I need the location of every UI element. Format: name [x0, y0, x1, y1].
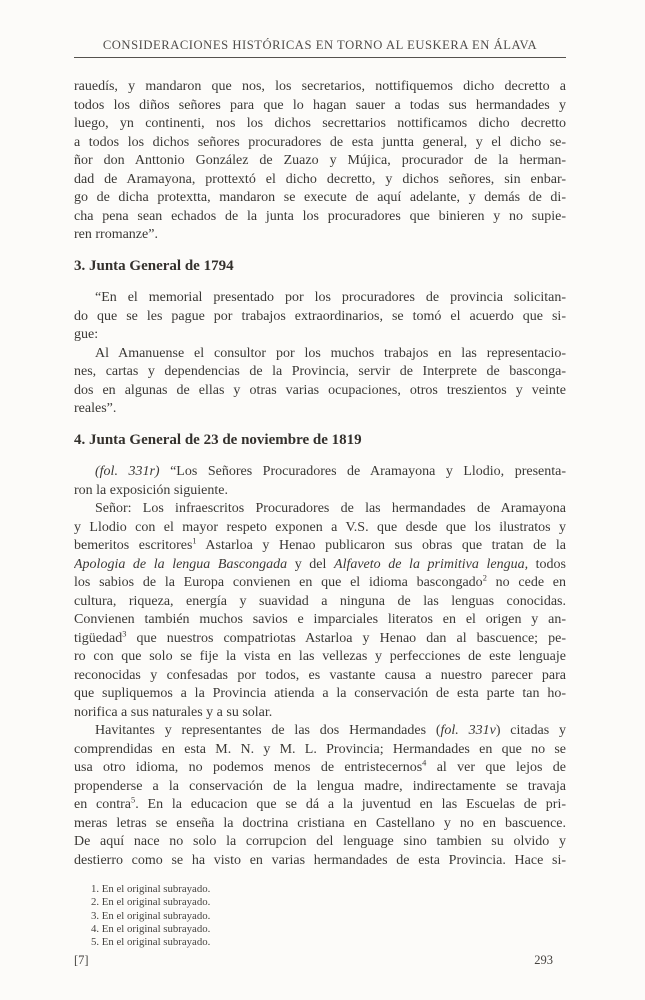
text-run: ñor don Anttonio González de Zuazo y Mújica, procurador de la herman- — [74, 153, 566, 168]
text-line — [74, 778, 566, 797]
text-line — [74, 667, 566, 686]
page-number: 293 — [534, 953, 553, 967]
text-run: y del — [287, 556, 335, 572]
paragraph — [74, 78, 566, 245]
text-line — [74, 519, 566, 538]
text-run: no cede en — [486, 575, 566, 590]
text-run: gue: — [74, 327, 99, 342]
text-line — [74, 289, 566, 308]
running-header: CONSIDERACIONES HISTÓRICAS EN TORNO AL EUSKERA EN ÁLAVA — [102, 38, 538, 52]
footnote-marker: 3 — [122, 629, 127, 638]
text-run: Apologia de la lengua Bascongada — [74, 556, 288, 572]
text-line — [74, 593, 566, 612]
text-run: Havitantes y representantes de las dos Hermandades ( — [95, 723, 441, 738]
text-run: Astarloa y Henao publicaron sus obras que tratan de la — [196, 538, 566, 553]
text-run: Convienen también muchos savios e imparciales literatos en el origen y an- — [74, 612, 566, 627]
text-line — [74, 345, 566, 364]
section-heading: 4. Junta General de 23 de noviembre de 1819 — [74, 431, 362, 448]
text-run: . En la educacion que se dá a la juventud en las Escuelas de pri- — [135, 797, 566, 812]
footnotes-block — [74, 883, 566, 949]
text-run: go de dicha protextta, mandaron se execute de aquí adelante, y demás de di- — [74, 190, 566, 205]
text-run: meras letras se enseña la doctrina cristiana en Castellano y no en bascuence. — [74, 815, 566, 831]
text-line — [74, 852, 566, 871]
text-line — [74, 833, 566, 852]
text-run: do que se les pague por trabajos extraordinarios, se tomó el acuerdo que si- — [74, 308, 566, 324]
text-run: nes, cartas y dependencias de la Provincia, servir de Interprete de basconga- — [74, 364, 566, 379]
text-line — [74, 482, 566, 501]
text-line — [74, 97, 566, 116]
text-line — [74, 685, 566, 704]
text-line — [74, 537, 566, 556]
footnote: 5. En el original subrayado. — [91, 936, 211, 949]
text-line — [74, 226, 566, 245]
text-line — [74, 152, 566, 171]
footnote-marker: 5 — [131, 796, 136, 805]
text-run: reconocidas y confesadas por todos, es vastante causa a nuestro parecer para — [74, 667, 566, 683]
text-run: Alfaveto de la primitiva lengua, — [334, 556, 529, 572]
footnote: 2. En el original subrayado. — [91, 896, 211, 909]
footnote: 4. En el original subrayado. — [91, 922, 211, 935]
text-run: a todos los dichos señores procuradores de esta juntta general, y el dicho se- — [74, 134, 566, 150]
text-line — [74, 326, 566, 345]
text-run: ) citadas y — [495, 723, 566, 738]
text-column — [74, 38, 566, 949]
text-line — [74, 648, 566, 667]
text-run: tigüedad — [74, 630, 123, 646]
text-run: todos — [528, 556, 566, 572]
text-run: rauedís, y mandaron que nos, los secretarios, nottifiquemos dicho decretto a — [74, 79, 566, 94]
text-run: al ver que lejos de — [426, 760, 566, 775]
section-heading: 3. Junta General de 1794 — [74, 257, 234, 274]
text-run: reales”. — [74, 401, 117, 416]
text-run: comprendidas en esta M. N. y M. L. Provincia; Hermandades en que no se — [74, 741, 566, 757]
text-line — [74, 382, 566, 401]
text-run: que supliquemos a la Provincia atienda a la conservación de esta parte tan ho- — [74, 686, 566, 701]
text-line — [74, 722, 566, 741]
text-run: “En el memorial presentado por los procuradores de provincia solicitan- — [95, 290, 566, 305]
text-run: Señor: Los infraescritos Procuradores de las hermandades de Aramayona — [95, 501, 566, 516]
text-run: en contra — [74, 797, 132, 812]
text-line — [74, 574, 566, 593]
text-run: De aquí nace no solo la corrupcion del lenguage sino tambien su olvido y — [74, 834, 566, 849]
text-run: bemeritos escritores — [74, 538, 193, 553]
text-line — [74, 363, 566, 382]
text-run: fol. 331v — [440, 723, 496, 738]
text-run: destierro como se ha visto en varias hermandades de esta Provincia. Hace si- — [74, 852, 566, 868]
text-run: luego, yn continenti, nos los dichos secrettarios nottificamos dicho decretto — [74, 116, 566, 131]
text-line — [74, 630, 566, 649]
text-line — [74, 189, 566, 208]
text-run: los sabios de la Europa convienen en que el idioma bascongado — [74, 575, 483, 590]
text-run: Al Amanuense el consultor por los muchos trabajos en las representacio- — [95, 345, 566, 361]
text-line — [74, 611, 566, 630]
text-run: todos los diños señores para que lo hagan sauer a todas sus hermandades y — [74, 97, 566, 113]
page-footer — [74, 953, 566, 968]
body-text — [74, 78, 566, 870]
folio-marker: [7] — [74, 953, 89, 967]
paragraph — [74, 463, 566, 870]
text-run: “Los Señores Procuradores de Aramayona y Llodio, presenta- — [159, 464, 566, 479]
header-rule — [74, 57, 566, 58]
text-run: dos en algunas de ellas y otras varias ocupaciones, otros treszientos y veinte — [74, 382, 566, 398]
text-line — [74, 115, 566, 134]
footnote: 3. En el original subrayado. — [91, 909, 211, 922]
text-line — [74, 704, 566, 723]
text-line — [74, 463, 566, 482]
text-line — [74, 815, 566, 834]
text-run: cultura, riqueza, energía y suavidad a ninguna de las lenguas conocidas. — [74, 593, 566, 609]
text-line — [74, 500, 566, 519]
text-run: y Llodio con el mayor respeto exponen a V.S. que desde que los ilustratos y — [74, 519, 566, 535]
footnote: 1. En el original subrayado. — [91, 883, 211, 895]
text-line — [74, 556, 566, 575]
paragraph — [74, 289, 566, 419]
text-run: dad de Aramayona, prottextó el dicho decretto, y dichos señores, sin enbar- — [74, 171, 566, 187]
text-line — [74, 171, 566, 190]
text-line — [74, 134, 566, 153]
text-line — [74, 308, 566, 327]
footnote-marker: 2 — [482, 574, 487, 583]
text-run: ro con que solo se fije la vista en las vellezas y perfecciones de este lenguaje — [74, 649, 566, 664]
text-line — [74, 208, 566, 227]
text-line — [74, 400, 566, 419]
text-run: ren rromanze”. — [74, 227, 158, 242]
footnote-marker: 4 — [422, 759, 427, 768]
text-run: ron la exposición siguiente. — [74, 482, 228, 498]
text-line — [74, 796, 566, 815]
text-run: cha pena sean echados de la junta los procuradores que binieren y no supie- — [74, 208, 566, 224]
text-run: (fol. 331r) — [95, 464, 160, 479]
text-run: usa otro idioma, no podemos menos de entristecernos — [74, 760, 423, 775]
text-line — [74, 78, 566, 97]
text-line — [74, 759, 566, 778]
text-line — [74, 741, 566, 760]
footnote-marker: 1 — [192, 537, 197, 546]
text-run: propenderse a la conservación de la lengua madre, indirectamente se travaja — [74, 778, 566, 794]
text-run: que nuestros compatriotas Astarloa y Henao dan al bascuence; pe- — [126, 630, 566, 646]
text-run: norifica a sus naturales y a su solar. — [74, 704, 273, 720]
